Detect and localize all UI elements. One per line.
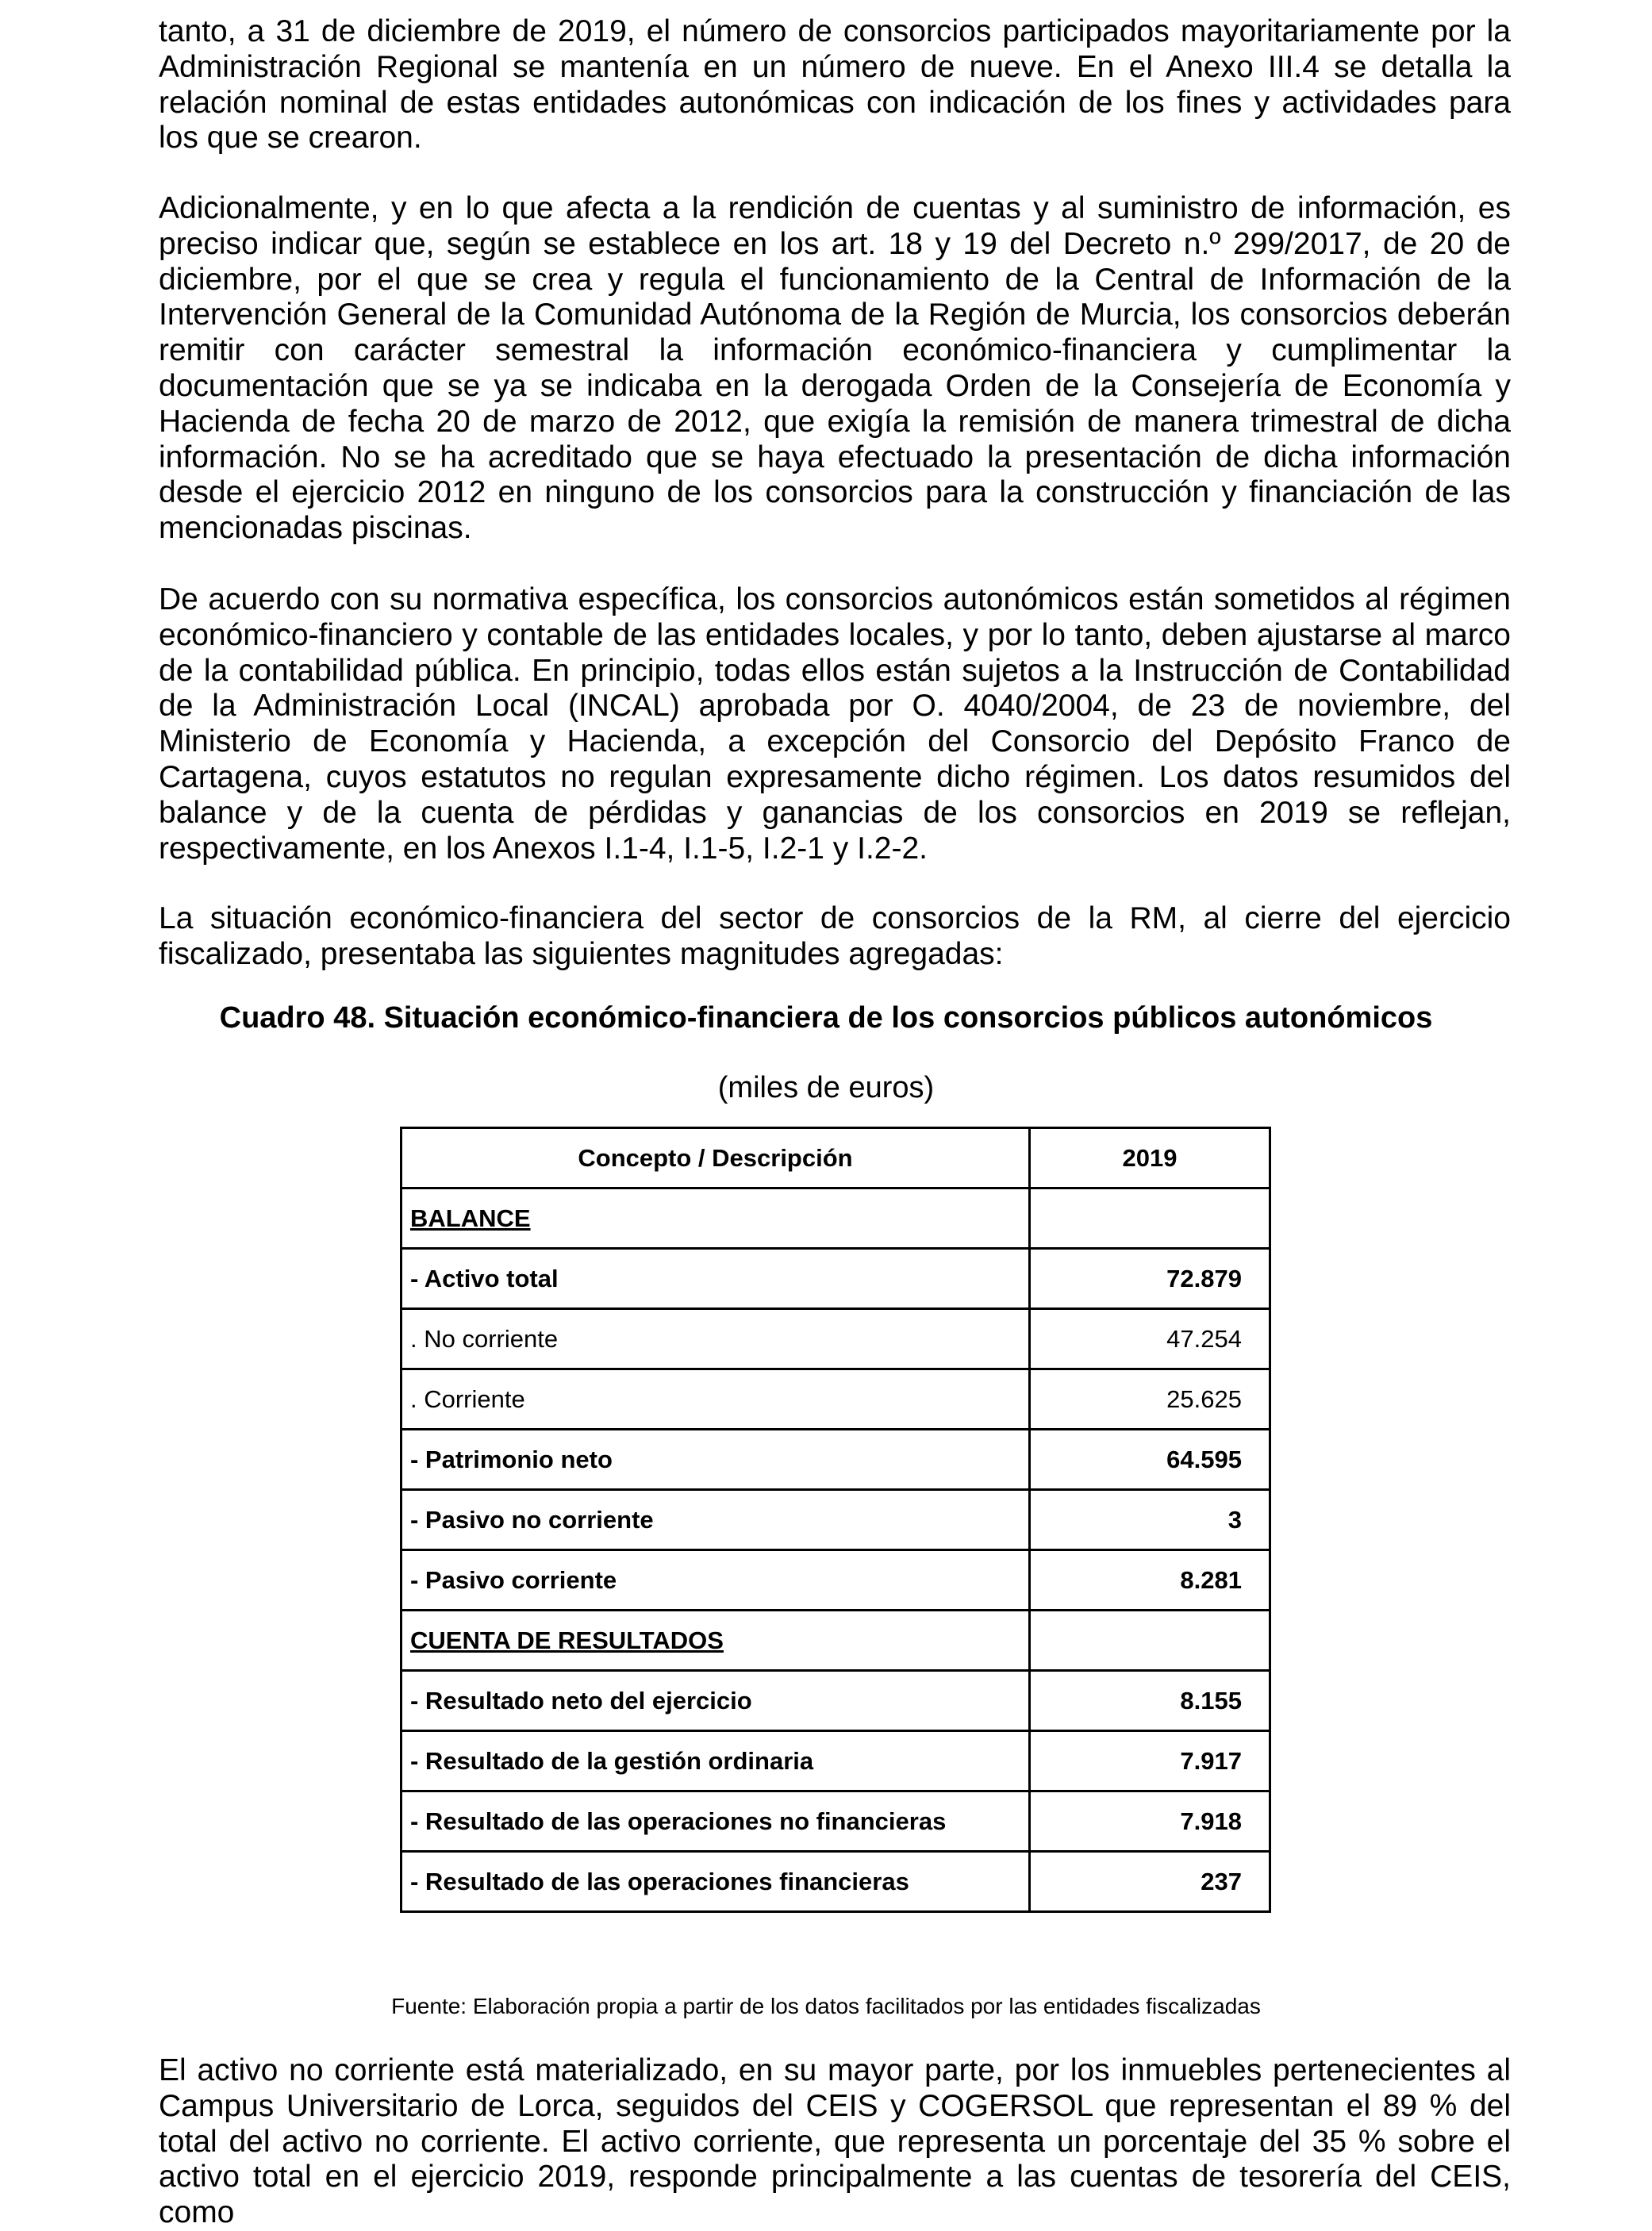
table-row <box>401 1550 1270 1611</box>
table-row <box>401 1369 1270 1430</box>
table-row <box>401 1791 1270 1852</box>
table-row-section-resultados <box>401 1611 1270 1671</box>
paragraph-consorcios-count: tanto, a 31 de diciembre de 2019, el número de consorcios participados mayoritariamente por la Administración Regional se mantenía en un número de nueve. En el Anexo III.4 se detalla la relación nominal de estas entidades autonómicas con indicación de los fines y actividades para los que se crearon. <box>159 14 1511 156</box>
table-cell-concept: - Pasivo corriente <box>401 1550 1030 1611</box>
table-cell-value: 25.625 <box>1030 1369 1270 1430</box>
table-cell-value: 64.595 <box>1030 1430 1270 1490</box>
header-concept: Concepto / Descripción <box>401 1128 1030 1188</box>
header-year: 2019 <box>1030 1128 1270 1188</box>
table-cell-value: 72.879 <box>1030 1249 1270 1309</box>
section-label-balance: BALANCE <box>410 1204 531 1232</box>
table-row <box>401 1430 1270 1490</box>
paragraph-normativa: De acuerdo con su normativa específica, los consorcios autonómicos están sometidos al régimen económico-financiero y contable de las entidades locales, y por lo tanto, deben ajustarse al marco de la contabilidad pública. En principio, todas ellos están sujetos a la Instrucción de Contabilidad de la Administración Local (INCAL) aprobada por O. 4040/2004, de 23 de noviembre, del Ministerio de Economía y Hacienda, a excepción del Consorcio del Depósito Franco de Cartagena, cuyos estatutos no regulan expresamente dicho régimen. Los datos resumidos del balance y de la cuenta de pérdidas y ganancias de los consorcios en 2019 se reflejan, respectivamente, en los Anexos I.1-4, I.1-5, I.2-1 y I.2-2. <box>159 582 1511 866</box>
table-row <box>401 1249 1270 1309</box>
table-caption: Cuadro 48. Situación económico-financiera de los consorcios públicos autonómicos <box>219 1001 1433 1035</box>
table-units: (miles de euros) <box>717 1071 935 1104</box>
table-header-row <box>401 1128 1270 1188</box>
table-cell-value: 7.918 <box>1030 1791 1270 1852</box>
paragraph-activo-corriente: El activo no corriente está materializado, en su mayor parte, por los inmuebles pertenecientes al Campus Universitario de Lorca, seguidos del CEIS y COGERSOL que representan el 89 % del total del activo no corriente. El activo corriente, que representa un porcentaje del 35 % sobre el activo total en el ejercicio 2019, responde principalmente a las cuentas de tesorería del CEIS, como <box>159 2053 1511 2230</box>
table-row <box>401 1731 1270 1791</box>
table-cell-concept: - Resultado neto del ejercicio <box>401 1671 1030 1731</box>
table-row-section-balance <box>401 1188 1270 1249</box>
table-cell-concept: - Patrimonio neto <box>401 1430 1030 1490</box>
table-row <box>401 1671 1270 1731</box>
table-row <box>401 1309 1270 1369</box>
table-cell-value: 8.281 <box>1030 1550 1270 1611</box>
table-cell-concept: - Activo total <box>401 1249 1030 1309</box>
table-cell-concept: - Resultado de las operaciones no financieras <box>401 1791 1030 1852</box>
table-cell-value: 237 <box>1030 1852 1270 1912</box>
table-cell-concept: . No corriente <box>401 1309 1030 1369</box>
section-label-resultados: CUENTA DE RESULTADOS <box>410 1626 724 1654</box>
table-row <box>401 1852 1270 1912</box>
table-cell-concept: - Resultado de las operaciones financieras <box>401 1852 1030 1912</box>
table-cell-value: 3 <box>1030 1490 1270 1550</box>
table-cell-value: 8.155 <box>1030 1671 1270 1731</box>
table-cell-value: 7.917 <box>1030 1731 1270 1791</box>
paragraph-situacion-intro: La situación económico-financiera del sector de consorcios de la RM, al cierre del ejercicio fiscalizado, presentaba las siguientes magnitudes agregadas: <box>159 901 1511 971</box>
table-source-note: Fuente: Elaboración propia a partir de los datos facilitados por las entidades fiscalizadas <box>391 1994 1261 2018</box>
table-cell-concept: . Corriente <box>401 1369 1030 1430</box>
financial-table <box>400 1127 1271 1913</box>
table-row <box>401 1490 1270 1550</box>
table-cell-value <box>1030 1611 1270 1671</box>
table-cell-concept: - Resultado de la gestión ordinaria <box>401 1731 1030 1791</box>
table-cell-concept: - Pasivo no corriente <box>401 1490 1030 1550</box>
table-cell-value <box>1030 1188 1270 1249</box>
table-cell-value: 47.254 <box>1030 1309 1270 1369</box>
paragraph-rendicion-cuentas: Adicionalmente, y en lo que afecta a la rendición de cuentas y al suministro de información, es preciso indicar que, según se establece en los art. 18 y 19 del Decreto n.º 299/2017, de 20 de diciembre, por el que se crea y regula el funcionamiento de la Central de Información de la Intervención General de la Comunidad Autónoma de la Región de Murcia, los consorcios deberán remitir con carácter semestral la información económico-financiera y cumplimentar la documentación que se ya se indicaba en la derogada Orden de la Consejería de Economía y Hacienda de fecha 20 de marzo de 2012, que exigía la remisión de manera trimestral de dicha información. No se ha acreditado que se haya efectuado la presentación de dicha información desde el ejercicio 2012 en ninguno de los consorcios para la construcción y financiación de las mencionadas piscinas. <box>159 191 1511 546</box>
